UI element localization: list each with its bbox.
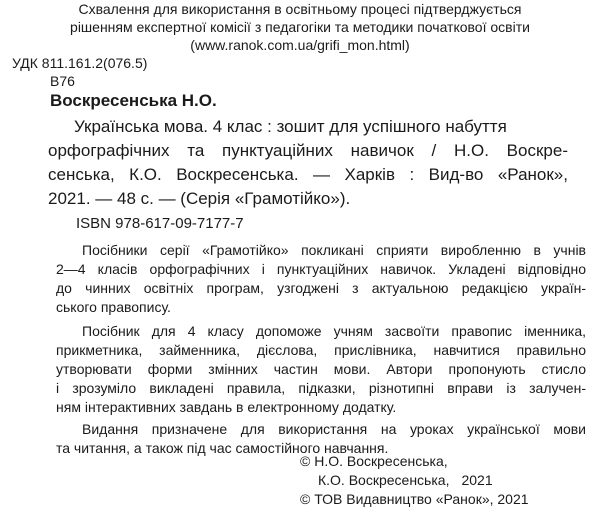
isbn: ISBN 978-617-09-7177-7 [76, 215, 244, 232]
copyright-year: 2021 [461, 472, 493, 488]
copyright-authors [300, 452, 590, 490]
copyright-line [300, 471, 590, 490]
paragraph-line: Видання призначене для використання на уроках української мови [82, 421, 586, 437]
approval-line-2: рішенням експертної комісії з педагогіки та методики початкової освіти [70, 19, 530, 35]
paragraph-line: 2—4 класів орфографічних і пунктуаційних навичок. Укладені відповідно [56, 261, 586, 277]
bibliographic-description [48, 115, 568, 211]
approval-notice [0, 0, 600, 54]
paragraph-line: та читання, а також під час самостійного навчання. [56, 440, 389, 456]
paragraph-line: до чинних освітніх програм, узгоджені з актуальною редакцією україн- [56, 280, 586, 296]
biblio-line-3: сенська, К.О. Воскресенська. — Харків : Вид-во «Ранок», [48, 165, 568, 184]
annotation-paragraph-1 [56, 241, 586, 317]
paragraph-line: Посібники серії «Грамотійко» покликані сприяти виробленню в учнів [82, 242, 586, 258]
author-name: Воскресенська Н.О. [50, 91, 217, 110]
paragraph-line: ням інтерактивних завдань в електронному додатку. [56, 399, 397, 415]
paragraph-line: прикметника, займенника, дієслова, прислівника, навчитися правильно [56, 342, 586, 358]
approval-url: (www.ranok.com.ua/grifi_mon.html) [190, 37, 410, 53]
paragraph-line: ського правопису. [56, 299, 171, 315]
author-code: В76 [50, 73, 75, 89]
approval-line-1: Схвалення для використання в освітньому процесі підтверджується [78, 1, 522, 17]
annotation-paragraph-2 [56, 322, 586, 417]
paragraph-line: Посібник для 4 класу допоможе учням засвоїти правопис іменника, [82, 323, 586, 339]
copyright-line: © Н.О. Воскресенська, [300, 453, 448, 469]
biblio-line-2: орфографічних та пунктуаційних навичок / Н.О. Воскре- [48, 141, 568, 160]
biblio-line-4: 2021. — 48 с. — (Серія «Грамотійко»). [48, 189, 351, 208]
paragraph-line: і зрозуміло викладені правила, підказки, різнотипні вправи із залучен- [56, 380, 586, 396]
udk-code: УДК 811.161.2(076.5) [12, 55, 148, 71]
biblio-line-1: Українська мова. 4 клас : зошит для успішного набуття [74, 117, 507, 136]
copyright-author-2: К.О. Воскресенська, [318, 472, 450, 488]
paragraph-line: утворювати форми змінних частин мови. Автори пропонують стисло [56, 361, 586, 377]
copyright-publisher: © ТОВ Видавництво «Ранок», 2021 [300, 491, 529, 507]
